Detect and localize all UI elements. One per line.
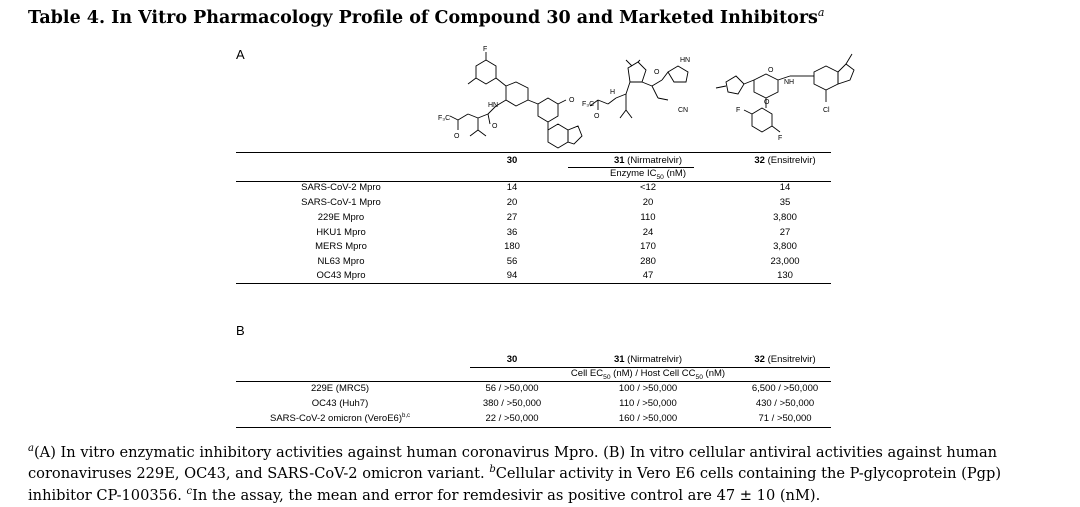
structure-31-cn-label: CN: [678, 107, 689, 114]
footnote-c-mark: c: [186, 485, 193, 497]
structure-30-f-label: F: [483, 46, 488, 53]
table-a-row-label: MERS Mpro: [315, 241, 367, 252]
table-a-header-31: 31 (Nirmatrelvir): [613, 155, 683, 166]
table-b-header-32: 32 (Ensitrelvir): [754, 354, 816, 365]
footnote-b-mark: b: [489, 464, 496, 476]
table-b-header-30: 30: [506, 354, 518, 365]
table-a-cell-31: 170: [640, 241, 656, 252]
table-a-row-label: SARS-CoV-1 Mpro: [301, 197, 381, 208]
table-a-header-30: 30: [506, 155, 518, 166]
title-footnote-mark: a: [817, 6, 825, 19]
table-b-cell-30: 56 / >50,000: [485, 383, 539, 394]
table-a-cell-31: 280: [640, 256, 656, 267]
structure-30-hn-label: HN: [488, 102, 499, 109]
structure-32-f2-label: F: [778, 135, 783, 142]
table-b-bottom-rule: [236, 427, 831, 428]
structure-compound-32: [706, 46, 858, 146]
footnote-a-text: (A) In vitro enzymatic inhibitory activities against human coronavirus Mpro. (B) In vitro cellular antiviral activities against human coronaviruses 229E, OC43, and SARS-CoV-2 omicron variant.: [28, 443, 998, 483]
table-a-row-label: SARS-CoV-2 Mpro: [301, 182, 381, 193]
structure-30-f3c-label: F₃C: [438, 115, 451, 122]
structure-31-h-label: H: [610, 89, 616, 96]
footnote-a-mark: a: [28, 443, 34, 454]
table-a-cell-32: 23,000: [770, 256, 800, 267]
table-a-cell-31: 20: [642, 197, 654, 208]
structure-32-nh-label: NH: [784, 79, 795, 86]
table-a-subheader: Enzyme $IC_{50}$ (nM): [609, 168, 687, 181]
panel-a-label: A: [236, 47, 245, 62]
table-b-row-label: 229E (MRC5): [310, 383, 370, 394]
structure-32-o2-label: O: [768, 67, 774, 74]
table-a-cell-30: 36: [506, 227, 518, 238]
table-title: [28, 6, 824, 28]
table-a-cell-31: <12: [639, 182, 657, 193]
table-a-cell-30: 56: [506, 256, 518, 267]
table-a-cell-31: 47: [642, 270, 654, 281]
table-b-cell-32: 430 / >50,000: [755, 398, 815, 409]
footnote-c-text: In the assay, the mean and error for remdesivir as positive control are 47 ± 10 (nM).: [192, 486, 821, 504]
table-a-cell-30: 94: [506, 270, 518, 281]
structure-31-hn-label: HN: [680, 57, 691, 64]
table-b-cell-31: 110 / >50,000: [619, 398, 677, 409]
table-a-top-rule: [236, 152, 831, 153]
table-title-text: Table 4. In Vitro Pharmacology Profile of Compound 30 and Marketed Inhibitors: [28, 7, 818, 28]
table-a-cell-30: 20: [506, 197, 518, 208]
footnote-b-text: Cellular activity in Vero E6 cells containing the P-glycoprotein (Pgp) inhibitor CP-100356.: [28, 465, 1002, 504]
table-a-cell-32: 3,800: [773, 212, 797, 223]
table-a-bottom-rule: [236, 283, 831, 284]
table-b-cell-30: 380 / >50,000: [482, 398, 542, 409]
table-b-cell-32: 6,500 / >50,000: [751, 383, 819, 394]
table-b-subheader: Cell $EC_{50}$ (nM) / Host Cell $CC_{50}$ (nM): [570, 368, 726, 381]
structure-30-o2-label: O: [492, 123, 498, 130]
structure-30-o3-label: O: [569, 97, 575, 104]
table-a-cell-32: 14: [779, 182, 791, 193]
panel-b-label: B: [236, 323, 245, 338]
table-b-cell-30: 22 / >50,000: [485, 413, 539, 424]
table-a-cell-30: 14: [506, 182, 518, 193]
table-footnote: [28, 440, 1068, 504]
structure-32-f-label: F: [736, 107, 741, 114]
table-a-cell-31: 110: [640, 212, 656, 223]
table-a-cell-32: 35: [779, 197, 791, 208]
table-b-row-label: SARS-CoV-2 omicron (VeroE6)$^{b,c}$: [269, 413, 410, 425]
structure-compound-30: [436, 44, 586, 150]
table-b-cell-32: 71 / >50,000: [758, 413, 812, 424]
table-a-row-label: 229E Mpro: [317, 212, 365, 223]
structure-31-o2-label: O: [594, 113, 600, 120]
table-b-cell-31: 160 / >50,000: [618, 413, 678, 424]
structure-31-o-label: O: [654, 69, 660, 76]
table-a-cell-32: 27: [779, 227, 791, 238]
structure-31-f3c-label: F₃C: [582, 101, 595, 108]
table-a-cell-30: 180: [504, 241, 520, 252]
structure-30-o-label: O: [454, 133, 460, 140]
table-a-cell-31: 24: [642, 227, 654, 238]
table-b-cell-31: 100 / >50,000: [618, 383, 678, 394]
table-b-header-31: 31 (Nirmatrelvir): [613, 354, 683, 365]
structure-32-cl-label: Cl: [823, 107, 830, 114]
table-a-cell-30: 27: [506, 212, 518, 223]
table-a-cell-32: 3,800: [773, 241, 797, 252]
table-b-row-label: OC43 (Huh7): [311, 398, 369, 409]
table-a-row-label: OC43 Mpro: [316, 270, 366, 281]
table-a-row-label: HKU1 Mpro: [316, 227, 366, 238]
table-a-header-32: 32 (Ensitrelvir): [754, 155, 816, 166]
table-b-header-rule: [236, 381, 831, 382]
table-a-row-label: NL63 Mpro: [317, 256, 365, 267]
table-a-cell-32: 130: [777, 270, 793, 281]
structure-compound-31: [582, 50, 694, 150]
structure-32-o-label: O: [764, 99, 770, 106]
